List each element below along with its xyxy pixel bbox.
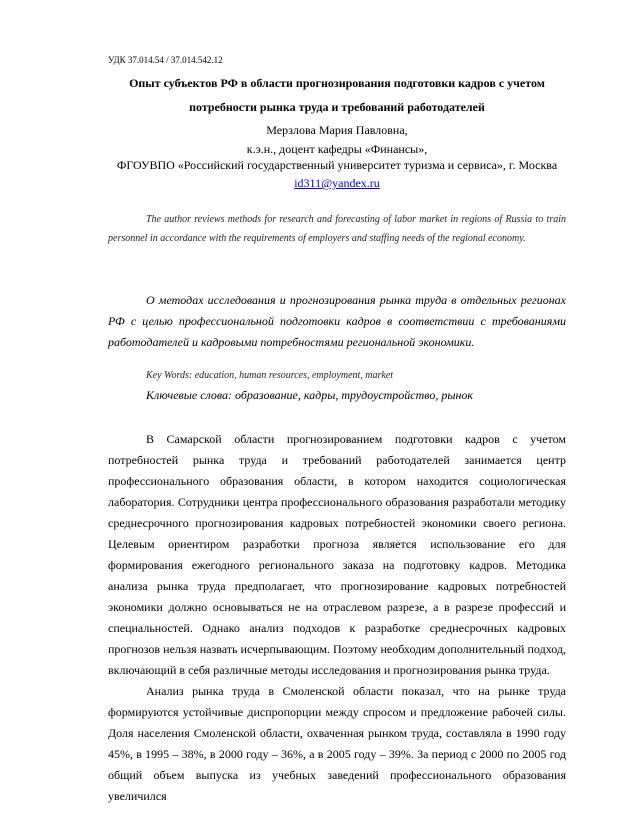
body-text [108,429,566,807]
author-name: Мерзлова Мария Павловна, [266,123,408,137]
email-line [108,175,566,191]
title-line-1: Опыт субъектов РФ в области прогнозирования подготовки кадров с учетом [129,76,545,90]
keywords-english: Key Words: education, human resources, employment, market [146,370,394,381]
author-email-link[interactable]: id311@yandex.ru [294,176,380,190]
keywords-russian: Ключевые слова: образование, кадры, трудоустройство, рынок [146,388,474,402]
author-affiliation: ФГОУВПО «Российский государственный университет туризма и сервиса», г. Москва [116,158,558,172]
abstract-english: The author reviews methods for research and forecasting of labor market in regions of Russia to train personnel in accordance with the requirements of employers and staffing needs of the regional economy. [108,214,566,244]
body-paragraph-2: Анализ рынка труда в Смоленской области показал, что на рынке труда формируются устойчивые диспропорции между спросом и предложение рабочей силы. Доля населения Смоленской области, охваченная рынком труда, составляла в 1990 году 45%, в 1995 – 38%, в 2000 году – 36%, а в 2005 году – 39%. За период с 2000 по 2005 год общий объем выпуска из учебных заведений профессионального образования увеличился [108,684,566,803]
abstract-russian: О методах исследования и прогнозирования рынка труда в отдельных регионах РФ с целью профессиональной подготовки кадров в соответствии с требованиями работодателей и кадровыми потребностями региональной экономики. [108,293,566,349]
author-position: к.э.н., доцент кафедры «Финансы», [246,142,428,156]
article-title [108,71,566,119]
title-line-2: потребности рынка труда и требований работодателей [189,100,485,114]
udk-code: УДК 37.014.54 / 37.014.542.12 [108,55,223,65]
body-paragraph-1: В Самарской области прогнозированием подготовки кадров с учетом потребностей рынка труда и требований работодателей занимается центр профессионального образования области, в котором находится социологическая лаборатория. Сотрудники центра профессионального образования разработали методику среднесрочного прогнозирования кадровых потребностей экономики своего региона. Целевым ориентиром разработки прогноза является использование его для формирования ежегодного регионального заказа на подготовку кадров. Методика анализа рынка труда предполагает, что прогнозирование кадровых потребностей экономики должно основываться не на отраслевом разрезе, а в разрезе профессий и специальностей. Однако анализ подходов к разработке среднесрочных кадровых прогнозов нельзя назвать исчерпывающим. Поэтому необходим дополнительный подход, включающий в себя различные методы исследования и прогнозирования рынка труда. [108,432,566,677]
